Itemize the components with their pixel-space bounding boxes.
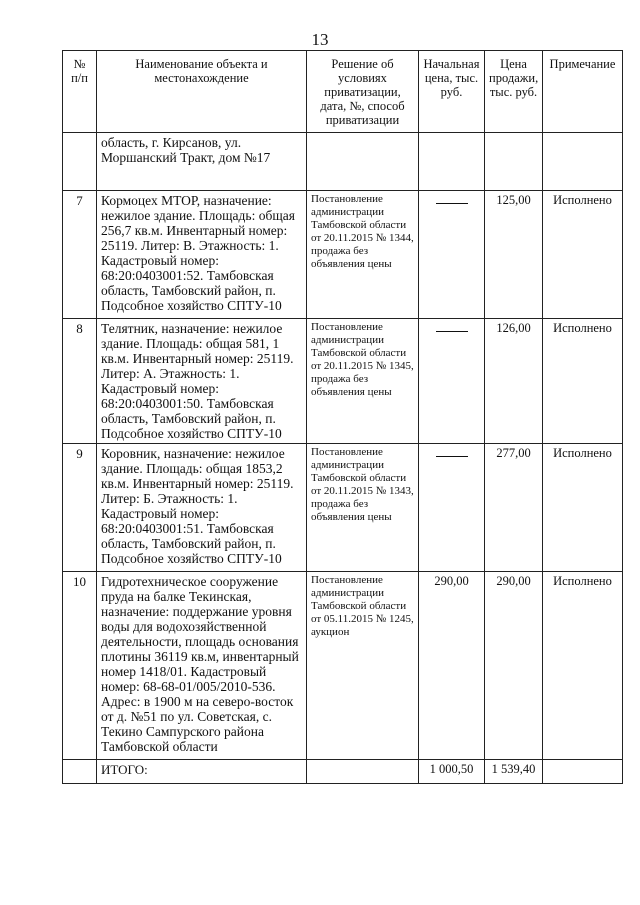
cell-decision [307, 133, 419, 191]
privatization-table [62, 50, 623, 784]
header-start-price: Начальная цена, тыс. руб. [419, 51, 485, 133]
total-sale-price: 1 539,40 [485, 760, 543, 784]
table-row-continued [63, 133, 623, 191]
cell-sale-price: 277,00 [485, 444, 543, 572]
dash-mark [436, 456, 468, 457]
cell-num: 10 [63, 572, 97, 760]
header-sale-price: Цена продажи, тыс. руб. [485, 51, 543, 133]
cell-num: 8 [63, 319, 97, 444]
cell-decision: Постановление администрации Тамбовской области от 20.11.2015 № 1345, продажа без объявления цены [307, 319, 419, 444]
cell-decision: Постановление администрации Тамбовской области от 05.11.2015 № 1245, аукцион [307, 572, 419, 760]
cell-start-price [419, 319, 485, 444]
cell-note: Исполнено [543, 319, 623, 444]
cell-num [63, 133, 97, 191]
cell-decision [307, 760, 419, 784]
cell-name: Телятник, назначение: нежилое здание. Площадь: общая 581, 1 кв.м. Инвентарный номер: 25119. Литер: А. Этажность: 1. Кадастровый номер: 68:20:0403001:50. Тамбовская область, Тамбовский район, п. Подсобное хозяйство СПТУ-10 [97, 319, 307, 444]
dash-mark [436, 331, 468, 332]
cell-num: 7 [63, 191, 97, 319]
cell-start-price [419, 444, 485, 572]
header-num: № п/п [63, 51, 97, 133]
cell-name: область, г. Кирсанов, ул. Моршанский Тракт, дом №17 [97, 133, 307, 191]
cell-start-price [419, 133, 485, 191]
cell-note: Исполнено [543, 572, 623, 760]
table-header-row [63, 51, 623, 133]
table-row [63, 444, 623, 572]
total-label: ИТОГО: [97, 760, 307, 784]
cell-decision: Постановление администрации Тамбовской области от 20.11.2015 № 1343, продажа без объявления цены [307, 444, 419, 572]
header-name: Наименование объекта и местонахождение [97, 51, 307, 133]
cell-decision: Постановление администрации Тамбовской области от 20.11.2015 № 1344, продажа без объявления цены [307, 191, 419, 319]
cell-note [543, 760, 623, 784]
table-row [63, 572, 623, 760]
cell-name: Коровник, назначение: нежилое здание. Площадь: общая 1853,2 кв.м. Инвентарный номер: 25119. Литер: Б. Этажность: 1. Кадастровый номер: 68:20:0403001:51. Тамбовская область, Тамбовский район, п. Подсобное хозяйство СПТУ-10 [97, 444, 307, 572]
cell-sale-price: 125,00 [485, 191, 543, 319]
table-row [63, 191, 623, 319]
cell-note: Исполнено [543, 444, 623, 572]
cell-sale-price: 126,00 [485, 319, 543, 444]
cell-start-price: 290,00 [419, 572, 485, 760]
cell-num: 9 [63, 444, 97, 572]
cell-note: Исполнено [543, 191, 623, 319]
cell-note [543, 133, 623, 191]
cell-start-price [419, 191, 485, 319]
cell-num [63, 760, 97, 784]
header-decision: Решение об условиях приватизации, дата, №, способ приватизации [307, 51, 419, 133]
header-note: Примечание [543, 51, 623, 133]
dash-mark [436, 203, 468, 204]
table-row [63, 319, 623, 444]
page-number: 13 [311, 30, 329, 49]
cell-sale-price [485, 133, 543, 191]
cell-name: Гидротехническое сооружение пруда на балке Текинская, назначение: поддержание уровня воды для водохозяйственной деятельности, площадь основания плотины 36119 кв.м, инвентарный номер 1418/01. Кадастровый номер: 68-68-01/005/2010-536. Адрес: в 1900 м на северо-восток от д. №51 по ул. Советская, с. Текино Сампурского района Тамбовской области [97, 572, 307, 760]
total-start-price: 1 000,50 [419, 760, 485, 784]
cell-sale-price: 290,00 [485, 572, 543, 760]
cell-name: Кормоцех МТОР, назначение: нежилое здание. Площадь: общая 256,7 кв.м. Инвентарный номер: 25119. Литер: В. Этажность: 1. Кадастровый номер: 68:20:0403001:52. Тамбовская область, Тамбовский район, п. Подсобное хозяйство СПТУ-10 [97, 191, 307, 319]
table-total-row [63, 760, 623, 784]
